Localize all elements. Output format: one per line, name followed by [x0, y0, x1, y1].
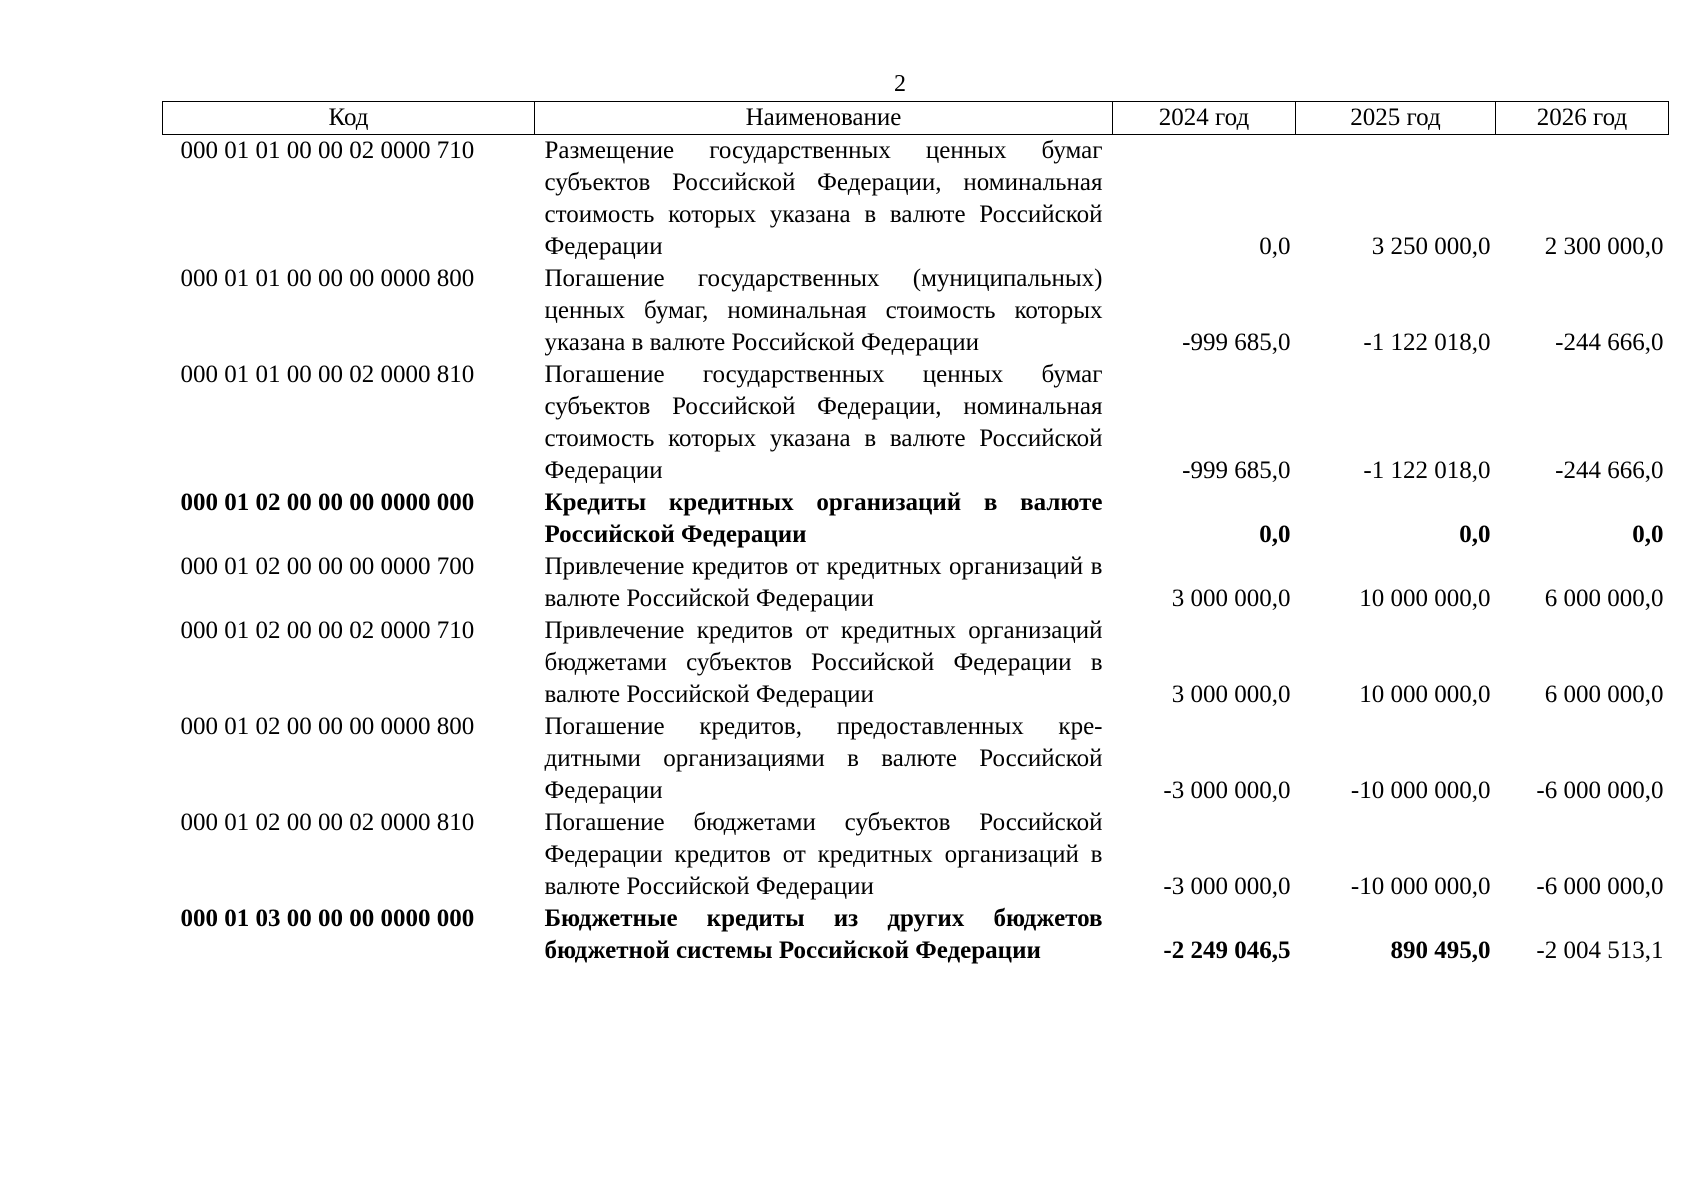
row-value-2024: -999 685,0 [1182, 457, 1291, 484]
header-year-2024: 2024 год [1113, 102, 1296, 135]
row-value-2024: 0,0 [1259, 233, 1291, 260]
row-value-2025: -10 000 000,0 [1350, 873, 1491, 900]
row-name: Погашение кредитов, предоставленных кредитными организациями в валюте Российской Федерации [544, 713, 1103, 804]
row-value-2026: 2 300 000,0 [1544, 233, 1664, 260]
row-value-2024: 0,0 [1259, 521, 1291, 548]
row-code: 000 01 03 00 00 00 0000 000 [180, 905, 475, 932]
row-name: Погашение бюджетами субъектов Российской Федерации кредитов от кредитных организаций в валюте Российской Федерации [544, 809, 1103, 900]
row-value-2025: 3 250 000,0 [1371, 233, 1491, 260]
row-value-2024: -3 000 000,0 [1163, 873, 1291, 900]
row-value-2026: -2 004 513,1 [1536, 937, 1664, 964]
table-row [163, 359, 1669, 487]
header-name: Наименование [535, 102, 1113, 135]
table-row [163, 551, 1669, 615]
row-name: Кредиты кредитных организаций в валюте Российской Федерации [544, 489, 1103, 548]
table-row [163, 711, 1669, 807]
row-value-2025: -10 000 000,0 [1350, 777, 1491, 804]
table-header-row [163, 102, 1669, 135]
row-value-2024: -2 249 046,5 [1163, 937, 1291, 964]
row-value-2025: -1 122 018,0 [1363, 457, 1491, 484]
row-value-2026: -244 666,0 [1555, 457, 1664, 484]
row-value-2026: -6 000 000,0 [1536, 777, 1664, 804]
row-value-2025: 10 000 000,0 [1359, 681, 1491, 708]
budget-sources-table [162, 101, 1669, 967]
row-value-2024: -999 685,0 [1182, 329, 1291, 356]
row-name: Бюджетные кредиты из других бюджетов бюджетной системы Российской Федерации [544, 905, 1103, 964]
row-code: 000 01 02 00 00 00 0000 000 [180, 489, 475, 516]
row-value-2024: 3 000 000,0 [1171, 681, 1291, 708]
row-value-2026: 0,0 [1632, 521, 1664, 548]
row-name: Размещение государственных ценных бумаг субъектов Российской Федерации, номинальная стоимость которых указана в валюте Российской Федерации [544, 137, 1103, 260]
row-value-2026: 6 000 000,0 [1544, 585, 1664, 612]
table-row [163, 807, 1669, 903]
row-code: 000 01 01 00 00 02 0000 810 [180, 361, 475, 388]
row-name: Привлечение кредитов от кредитных организаций бюджетами субъектов Российской Федерации в валюте Российской Федерации [544, 617, 1103, 708]
row-value-2024: -3 000 000,0 [1163, 777, 1291, 804]
row-value-2026: -244 666,0 [1555, 329, 1664, 356]
row-name: Привлечение кредитов от кредитных организаций в валюте Российской Федерации [544, 553, 1103, 612]
row-name: Погашение государственных ценных бумаг субъектов Российской Федерации, номинальная стоимость которых указана в валюте Российской Федерации [544, 361, 1103, 484]
row-code: 000 01 02 00 00 00 0000 700 [180, 553, 475, 580]
row-value-2025: -1 122 018,0 [1363, 329, 1491, 356]
row-code: 000 01 02 00 00 02 0000 810 [180, 809, 475, 836]
row-value-2025: 10 000 000,0 [1359, 585, 1491, 612]
row-value-2026: 6 000 000,0 [1544, 681, 1664, 708]
table-row [163, 615, 1669, 711]
row-value-2025: 0,0 [1459, 521, 1491, 548]
table-row [163, 135, 1669, 264]
table-row [163, 263, 1669, 359]
row-name: Погашение государственных (муниципальных) ценных бумаг, номинальная стоимость которых указана в валюте Российской Федерации [544, 265, 1103, 356]
row-value-2025: 890 495,0 [1390, 937, 1491, 964]
header-year-2026: 2026 год [1496, 102, 1669, 135]
header-year-2025: 2025 год [1296, 102, 1496, 135]
row-value-2024: 3 000 000,0 [1171, 585, 1291, 612]
row-code: 000 01 01 00 00 02 0000 710 [180, 137, 475, 164]
row-code: 000 01 02 00 00 00 0000 800 [180, 713, 475, 740]
table-row-group-heading [163, 903, 1669, 967]
row-code: 000 01 02 00 00 02 0000 710 [180, 617, 475, 644]
row-code: 000 01 01 00 00 00 0000 800 [180, 265, 475, 292]
table-row-group-heading [163, 487, 1669, 551]
row-value-2026: -6 000 000,0 [1536, 873, 1664, 900]
page-number: 2 [894, 71, 906, 97]
header-code: Код [163, 102, 535, 135]
